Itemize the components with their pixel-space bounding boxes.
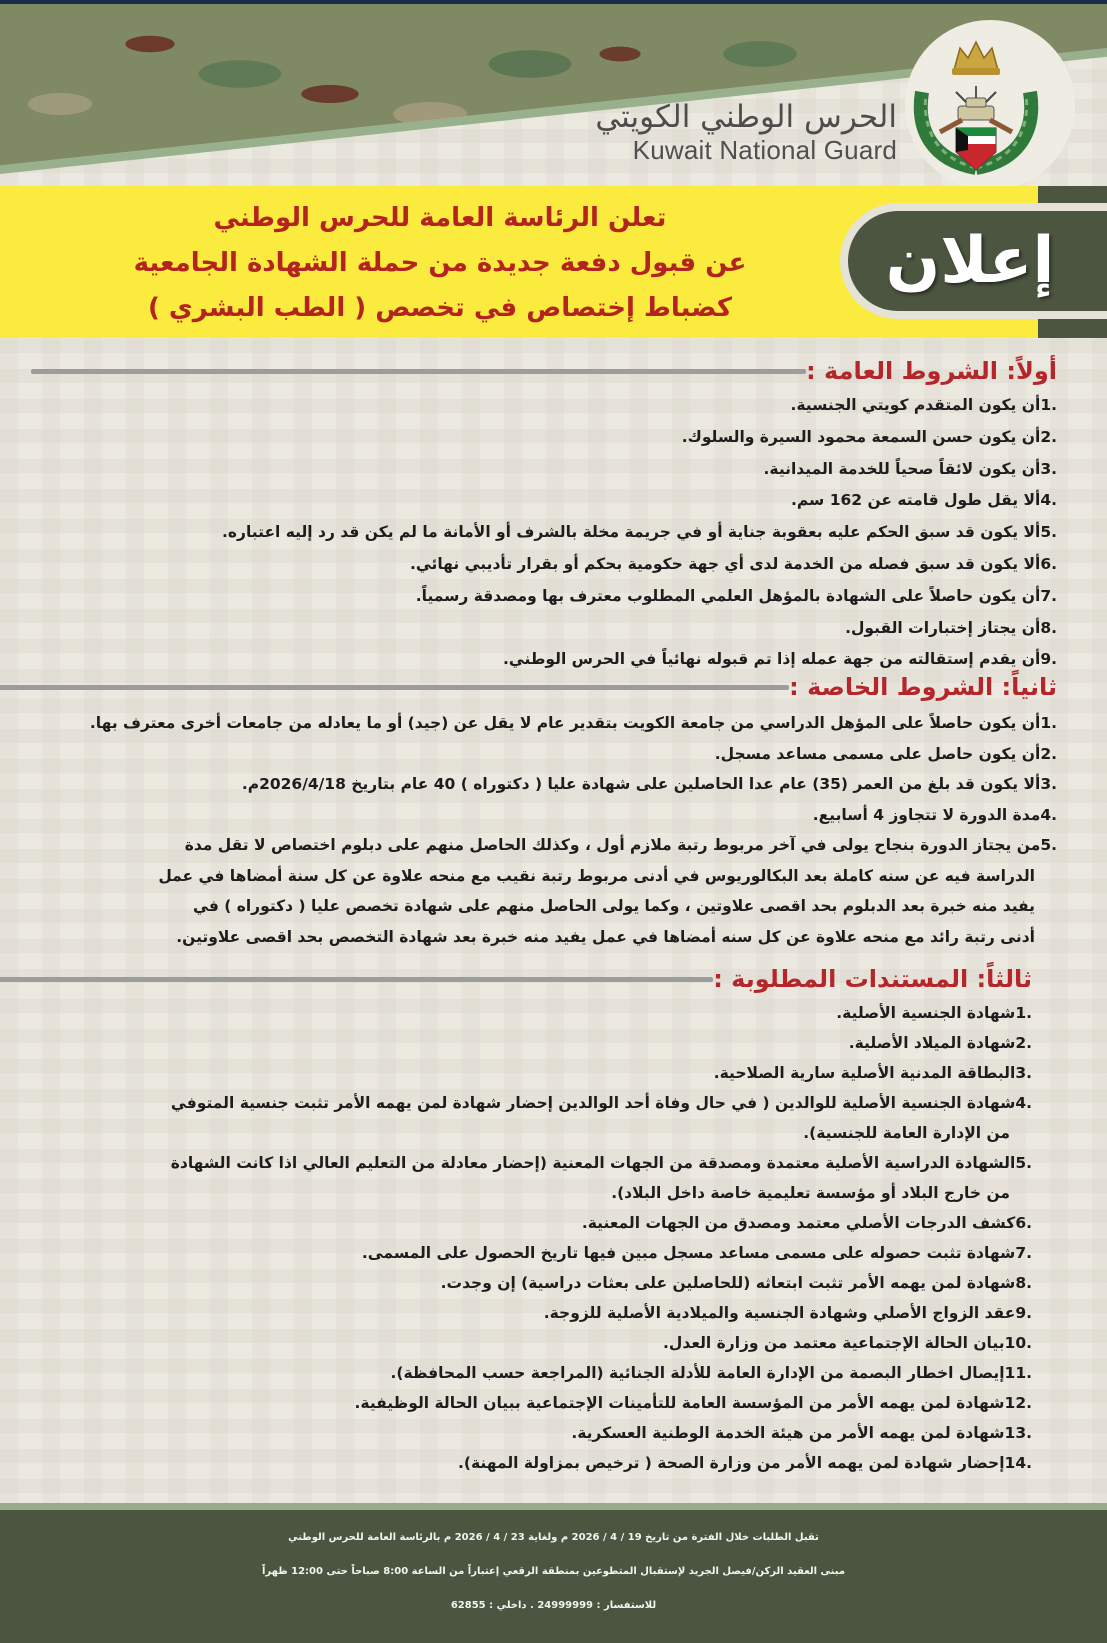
- item-text: عقد الزواج الأصلي وشهادة الجنسية والميلادية الأصلية للزوجة.: [543, 1304, 1016, 1322]
- item-text: ألا يقل طول قامته عن 162 سم.: [791, 491, 1041, 510]
- item-number: 6.: [1040, 554, 1057, 573]
- kuwait-national-guard-emblem-icon: [912, 40, 1040, 180]
- special-conditions-heading: [0, 673, 1057, 701]
- item-number: 4.: [1040, 805, 1057, 824]
- section-divider: [31, 369, 806, 374]
- footer-divider: [0, 1503, 1107, 1510]
- list-item: [171, 1238, 1032, 1268]
- item-text: من يجتاز الدورة بنجاح يولى في آخر مربوط رتبة ملازم أول ، وكذلك الحاصل منهم على دبلوم اختصاص لا تقل مدة: [184, 836, 1041, 854]
- item-text: إيصال اخطار البصمة من الإدارة العامة للأدلة الجنائية (المراجعة حسب المحافظة).: [390, 1364, 1005, 1382]
- item-text: أن يكون لائقاً صحياً للخدمة الميدانية.: [763, 459, 1041, 478]
- item-number: 6.: [1015, 1214, 1032, 1232]
- item-text: أن يكون المتقدم كويتي الجنسية.: [790, 396, 1041, 414]
- special-conditions-list: [90, 708, 1057, 952]
- item-number: 2.: [1040, 427, 1057, 446]
- item-number: 14.: [1004, 1454, 1032, 1472]
- section-divider: [0, 685, 789, 690]
- general-conditions-heading: [31, 357, 1057, 385]
- item-number: 8.: [1040, 618, 1057, 637]
- section-divider: [0, 977, 713, 982]
- item-text: أدنى رتبة رائد مع منحه علاوة عن كل سنه أمضاها في عمل يفيد منه خبرة بعد شهادة التخصص بحد اقصى علاوتين.: [176, 927, 1035, 946]
- list-item: [171, 998, 1032, 1028]
- item-text: شهادة الميلاد الأصلية.: [848, 1034, 1016, 1052]
- item-text: ألا يكون قد سبق فصله من الخدمة لدى أي جهة حكومية بحكم أو بقرار تأديبي نهائي.: [409, 554, 1041, 573]
- item-number: 13.: [1004, 1424, 1032, 1442]
- item-number: 11.: [1004, 1364, 1032, 1382]
- item-text: من خارج البلاد أو مؤسسة تعليمية خاصة داخل البلاد).: [611, 1184, 1010, 1202]
- item-number: 1.: [1040, 396, 1057, 414]
- item-text: يفيد منه خبرة بعد الدبلوم بحد اقصى علاوتين ، وكما يولى الحاصل منهم على شهادة تخصص عليا ( دكتوراه ) في: [193, 897, 1035, 915]
- section-title: ثالثاً: المستندات المطلوبة :: [713, 965, 1032, 993]
- item-number: 5.: [1040, 523, 1057, 542]
- list-item: [171, 1328, 1032, 1358]
- item-text: أن يقدم إستقالته من جهة عمله إذا تم قبوله نهائياً في الحرس الوطني.: [502, 650, 1041, 669]
- top-strip: [0, 0, 1107, 4]
- brand-arabic: الحرس الوطني الكويتي: [595, 99, 897, 135]
- item-number: 5.: [1015, 1154, 1032, 1172]
- item-text: من الإدارة العامة للجنسية).: [803, 1124, 1010, 1142]
- list-item: [171, 1448, 1032, 1478]
- item-number: 2.: [1040, 744, 1057, 763]
- item-number: 8.: [1015, 1274, 1032, 1292]
- item-number: 3.: [1040, 459, 1057, 478]
- item-number: 9.: [1040, 650, 1057, 669]
- list-item: [222, 644, 1057, 676]
- item-number: 1.: [1040, 714, 1057, 732]
- list-item: [171, 1058, 1032, 1088]
- headline-line: تعلن الرئاسة العامة للحرس الوطني: [213, 203, 667, 233]
- item-text: مدة الدورة لا تتجاوز 4 أسابيع.: [812, 805, 1041, 824]
- footer-submission-period: تقبل الطلبات خلال الفترة من تاريخ 19 / 4 / 2026 م ولغاية 23 / 4 / 2026 م بالرئاسة العامة للحرس الوطني: [288, 1532, 819, 1543]
- list-item: [171, 1148, 1032, 1178]
- footer-location-hours: مبنى العقيد الركن/فيصل الجريد لإستقبال المتطوعين بمنطقة الرقعي إعتباراً من الساعة 8:00 صباحاً حتى 12:00 ظهراً: [261, 1566, 846, 1577]
- item-text: أن يكون حاصلاً على المؤهل الدراسي من جامعة الكويت بتقدير عام لا يقل عن (جيد) أو ما يعادله من جامعات أخرى معترف بها.: [89, 714, 1041, 732]
- list-item-continuation: [171, 1118, 1032, 1148]
- list-item: [171, 1418, 1032, 1448]
- item-text: شهادة لمن يهمه الأمر تثبت ابتعاثه (للحاصلين على بعثات دراسية) إن وجدت.: [440, 1274, 1016, 1292]
- list-item: [222, 581, 1057, 613]
- list-item: [171, 1298, 1032, 1328]
- item-number: 7.: [1040, 586, 1057, 605]
- list-item: [171, 1208, 1032, 1238]
- list-item: [90, 800, 1057, 831]
- list-item: [171, 1088, 1032, 1118]
- item-number: 3.: [1040, 775, 1057, 793]
- list-item: [171, 1268, 1032, 1298]
- item-text: أن يكون حاصلاً على الشهادة بالمؤهل العلمي المطلوب معترف بها ومصدقة رسمياً.: [415, 586, 1041, 605]
- footer-contact: للاستفسار : 24999999 . داخلي : 62855: [450, 1600, 657, 1611]
- list-item: [222, 422, 1057, 454]
- section-title: أولاً: الشروط العامة :: [806, 357, 1057, 385]
- item-number: 7.: [1015, 1244, 1032, 1262]
- section-title: ثانياً: الشروط الخاصة :: [789, 673, 1057, 701]
- list-item: [222, 485, 1057, 517]
- brand-english: Kuwait National Guard: [632, 135, 897, 165]
- item-text: ألا يكون قد بلغ من العمر (35) عام عدا الحاصلين على شهادة عليا ( دكتوراه ) 40 عام بتاريخ 2026/4/18م.: [241, 775, 1041, 793]
- brand-lockup: [595, 98, 897, 164]
- item-text: ألا يكون قد سبق الحكم عليه بعقوبة جناية أو في جريمة مخلة بالشرف أو الأمانة ما لم يكن قد رد إليه اعتباره.: [222, 523, 1041, 542]
- item-text: الدراسة فيه عن سنه كاملة بعد البكالوريوس في أدنى مربوط رتبة نقيب مع منحه علاوة عن كل سنة أمضاها في عمل: [158, 866, 1035, 885]
- headline-line: عن قبول دفعة جديدة من حملة الشهادة الجامعية: [133, 248, 747, 278]
- item-number: 3.: [1015, 1064, 1032, 1082]
- item-text: شهادة لمن يهمه الأمر من المؤسسة العامة للتأمينات الإجتماعية ببيان الحالة الوظيفية.: [354, 1394, 1005, 1412]
- item-number: 9.: [1015, 1304, 1032, 1322]
- headline: [60, 196, 820, 331]
- item-number: 4.: [1015, 1094, 1032, 1112]
- item-number: 12.: [1004, 1394, 1032, 1412]
- list-item: [90, 830, 1057, 861]
- item-number: 4.: [1040, 491, 1057, 510]
- item-text: شهادة تثبت حصوله على مسمى مساعد مسجل مبين فيها تاريخ الحصول على المسمى.: [361, 1244, 1016, 1262]
- item-text: الشهادة الدراسية الأصلية معتمدة ومصدقة من الجهات المعنية (إحضار معادلة من التعليم العالي اذا كانت الشهادة: [170, 1154, 1016, 1172]
- list-item: [90, 708, 1057, 739]
- item-text: كشف الدرجات الأصلي معتمد ومصدق من الجهات المعنية.: [581, 1214, 1016, 1232]
- item-text: أن يكون حاصل على مسمى مساعد مسجل.: [714, 744, 1041, 763]
- list-item: [90, 739, 1057, 770]
- list-item-continuation: [90, 922, 1057, 953]
- item-number: 5.: [1040, 836, 1057, 854]
- announcement-label: إعلان: [885, 224, 1055, 298]
- list-item-continuation: [90, 861, 1057, 892]
- item-text: بيان الحالة الإجتماعية معتمد من وزارة العدل.: [663, 1334, 1005, 1352]
- list-item-continuation: [171, 1178, 1032, 1208]
- required-documents-list: [171, 998, 1032, 1478]
- item-text: شهادة الجنسية الأصلية للوالدين ( في حال وفاة أحد الوالدين إحضار شهادة لمن يهمه الأمر تثبت جنسية المتوفي: [170, 1094, 1016, 1112]
- item-text: أن يجتاز إختبارات القبول.: [845, 618, 1041, 637]
- list-item: [222, 549, 1057, 581]
- headline-line: كضباط إختصاص في تخصص ( الطب البشري ): [147, 293, 733, 323]
- item-text: شهادة لمن يهمه الأمر من هيئة الخدمة الوطنية العسكرية.: [571, 1424, 1005, 1442]
- list-item: [222, 390, 1057, 422]
- item-number: 10.: [1004, 1334, 1032, 1352]
- list-item: [222, 517, 1057, 549]
- list-item: [171, 1358, 1032, 1388]
- item-number: 1.: [1015, 1004, 1032, 1022]
- general-conditions-list: [222, 390, 1057, 676]
- list-item: [171, 1388, 1032, 1418]
- item-number: 2.: [1015, 1034, 1032, 1052]
- item-text: البطاقة المدنية الأصلية سارية الصلاحية.: [713, 1064, 1016, 1082]
- item-text: إحضار شهادة لمن يهمه الأمر من وزارة الصحة ( ترخيص بمزاولة المهنة).: [458, 1454, 1005, 1472]
- list-item-continuation: [90, 891, 1057, 922]
- list-item: [171, 1028, 1032, 1058]
- required-documents-heading: [0, 965, 1032, 993]
- item-text: أن يكون حسن السمعة محمود السيرة والسلوك.: [681, 427, 1041, 446]
- list-item: [90, 769, 1057, 800]
- list-item: [222, 454, 1057, 486]
- list-item: [222, 613, 1057, 645]
- item-text: شهادة الجنسية الأصلية.: [836, 1004, 1016, 1022]
